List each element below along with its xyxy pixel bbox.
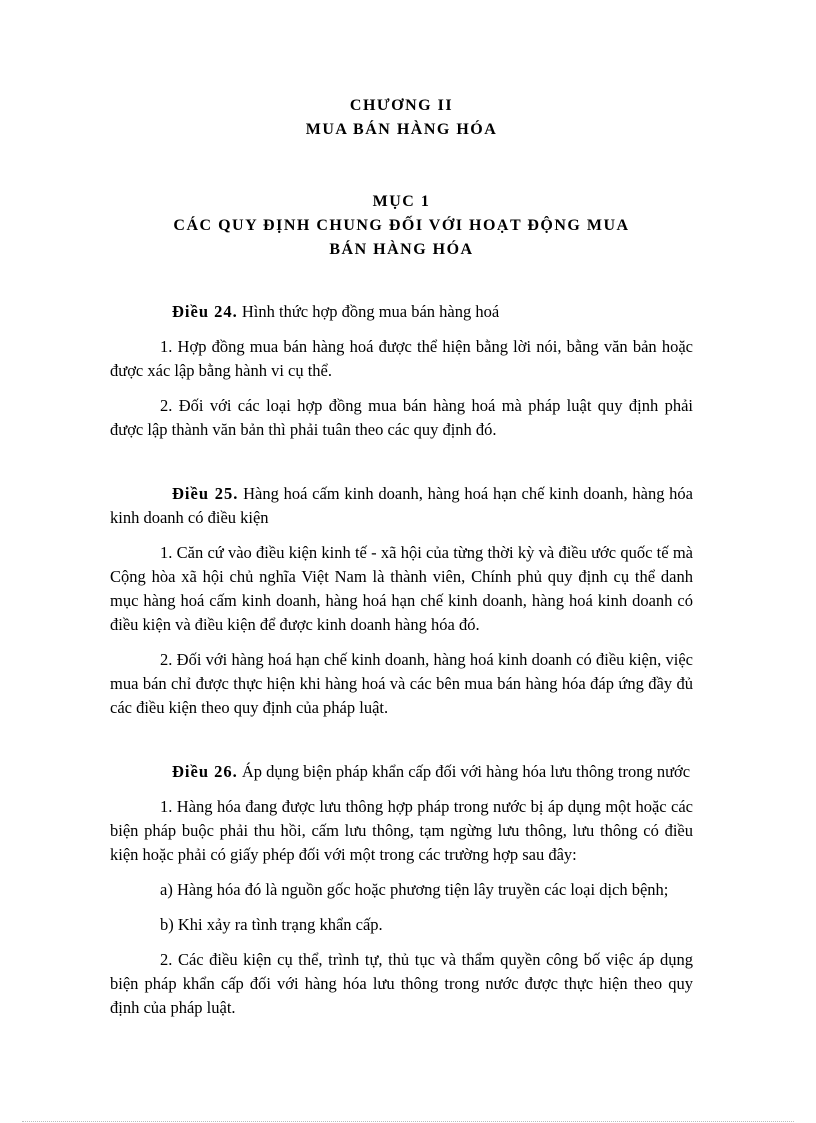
article-paragraph: 1. Căn cứ vào điều kiện kinh tế - xã hội của từng thời kỳ và điều ước quốc tế mà Cộng hòa xã hội chủ nghĩa Việt Nam là thành viên, Chính phủ quy định cụ thể danh mục hàng hoá cấm kinh doanh, hàng hoá hạn chế kinh doanh, hàng hoá kinh doanh có điều kiện và điều kiện để được kinh doanh hàng hóa đó.: [110, 543, 693, 634]
chapter-title: MUA BÁN HÀNG HÓA: [305, 121, 498, 138]
article-25: [110, 482, 693, 720]
page-bottom-divider: [22, 1121, 794, 1122]
article-paragraph: 2. Đối với hàng hoá hạn chế kinh doanh, hàng hoá kinh doanh có điều kiện, việc mua bán chỉ được thực hiện khi hàng hoá và các bên mua bán hàng hóa đáp ứng đầy đủ các điều kiện theo quy định của pháp luật.: [110, 650, 693, 717]
article-paragraph: b) Khi xảy ra tình trạng khẩn cấp.: [160, 915, 383, 934]
chapter-heading: [110, 94, 693, 142]
article-label: Điều 26.: [172, 762, 238, 781]
article-heading-text: Hàng hoá cấm kinh doanh, hàng hoá hạn chế kinh doanh, hàng hóa kinh doanh có điều kiện: [110, 484, 694, 527]
document-body: [110, 94, 693, 1020]
article-paragraph: a) Hàng hóa đó là nguồn gốc hoặc phương tiện lây truyền các loại dịch bệnh;: [160, 880, 669, 899]
article-26: [110, 760, 693, 1020]
chapter-number: CHƯƠNG II: [349, 97, 454, 114]
article-paragraph: 1. Hàng hóa đang được lưu thông hợp pháp trong nước bị áp dụng một hoặc các biện pháp buộc phải thu hồi, cấm lưu thông, tạm ngừng lưu thông, lưu thông có điều kiện hoặc phải có giấy phép đối với một trong các trường hợp sau đây:: [110, 797, 693, 864]
article-paragraph: 1. Hợp đồng mua bán hàng hoá được thể hiện bằng lời nói, bằng văn bản hoặc được xác lập bằng hành vi cụ thể.: [110, 337, 693, 380]
article-heading-text: Hình thức hợp đồng mua bán hàng hoá: [237, 302, 500, 321]
article-paragraph: 2. Đối với các loại hợp đồng mua bán hàng hoá mà pháp luật quy định phải được lập thành văn bản thì phải tuân theo các quy định đó.: [110, 396, 693, 439]
section-heading: [110, 190, 693, 262]
article-title: [110, 300, 693, 324]
article-label: Điều 25.: [172, 484, 239, 503]
article-label: Điều 24.: [172, 302, 238, 321]
article-24: [110, 300, 693, 442]
article-title: [110, 482, 693, 530]
section-title-line2: BÁN HÀNG HÓA: [329, 241, 474, 258]
article-paragraph: 2. Các điều kiện cụ thể, trình tự, thủ tục và thẩm quyền công bố việc áp dụng biện pháp khẩn cấp đối với hàng hóa lưu thông trong nước được thực hiện theo quy định của pháp luật.: [110, 950, 693, 1017]
section-number: MỤC 1: [372, 193, 431, 210]
section-title-line1: CÁC QUY ĐỊNH CHUNG ĐỐI VỚI HOẠT ĐỘNG MUA: [173, 217, 630, 234]
article-title: [110, 760, 693, 784]
article-heading-text: Áp dụng biện pháp khẩn cấp đối với hàng hóa lưu thông trong nước: [237, 762, 691, 781]
